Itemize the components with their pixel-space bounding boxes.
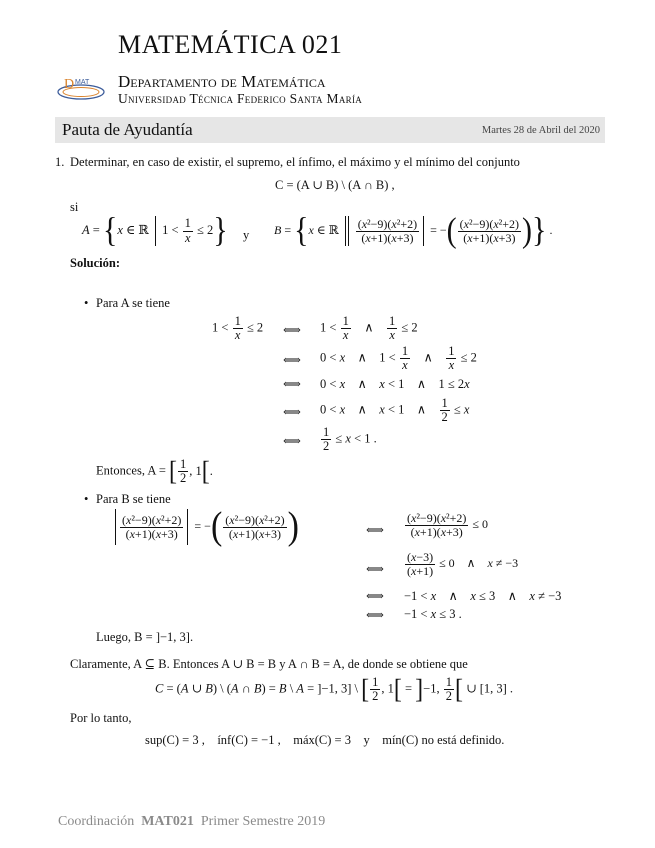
part-a-step-1-lhs: 1 < $\frac{1}{x}$ ≤ 2	[212, 314, 264, 343]
part-a-iff-5: ⟺	[283, 434, 301, 448]
final-results	[145, 733, 504, 748]
bullet-a: •	[84, 296, 89, 310]
final-min: mín(C) no está definido.	[382, 733, 505, 747]
part-b-iff-4: ⟺	[366, 608, 384, 622]
solution-label: Solución:	[70, 256, 121, 270]
section-title: Pauta de Ayudantía	[62, 120, 193, 139]
part-b-intro: Para B se tiene	[96, 492, 171, 506]
y-word: y	[243, 228, 250, 242]
part-b-step-3: −1 < x ∧ x ≤ 3 ∧ x ≠ −3	[404, 589, 562, 603]
part-b-step-1-rhs: $\frac{\text{(x²−9)(x²+2)}}{(x+1)(x+3)}$ ≤ 0	[407, 511, 488, 539]
part-a-step-1-rhs: 1 < $\frac{1}{x}$ ∧ $\frac{1}{x}$ ≤ 2	[320, 314, 418, 343]
part-a-step-5: $\frac{1}{2}$ ≤ x < 1 .	[323, 425, 377, 454]
footer-semester: Primer Semestre 2019	[200, 814, 326, 829]
part-a-intro: Para A se tiene	[96, 296, 170, 310]
final-sup: sup(C) = 3 ,	[145, 733, 205, 747]
part-a-iff-1: ⟺	[283, 323, 301, 337]
footer	[58, 814, 325, 830]
problem-number: 1.	[55, 155, 65, 169]
set-a-definition: A = {x ∈ ℝ 1 < $\frac{1}{x}$ ≤ 2}	[82, 211, 228, 250]
dmat-logo	[56, 74, 106, 104]
dmat-logo-icon	[56, 74, 106, 104]
set-c-result: C = (A ∪ B) \ (A ∩ B) = B \ A = ]−1, 3] \ [ $\frac{1}{2}$ , 1[ = ]−1, $\frac{1}{2}$ [ ∪ [1, 3] .	[155, 674, 514, 705]
bullet-b: •	[84, 492, 89, 506]
part-b-iff-3: ⟺	[366, 589, 384, 603]
course-title: MATEMÁTICA 021	[118, 30, 343, 59]
part-a-conclusion: Entonces, A = [ $\frac{1}{2}$ , 1[.	[96, 456, 213, 487]
part-a-step-4: 0 < x ∧ x < 1 ∧ $\frac{1}{2}$ ≤ x	[320, 396, 470, 425]
set-b-definition: B = {x ∈ ℝ $\frac{\text{(x²−9)(x²+2)}}{(x+1)(x+3)}$ = −( $\frac{\text{(x²−9)(x²+2)}}{(x+1)(x+3)}$ )} .	[274, 211, 553, 250]
part-a-iff-4: ⟺	[283, 405, 301, 419]
part-b-iff-2: ⟺	[366, 562, 384, 576]
si-word: si	[70, 200, 79, 214]
part-a-step-3: 0 < x ∧ x < 1 ∧ 1 ≤ 2x	[320, 377, 470, 391]
final-inf: ínf(C) = −1 ,	[217, 733, 281, 747]
svg-text:MAT: MAT	[75, 79, 90, 86]
por-lo-tanto: Por lo tanto,	[70, 711, 132, 725]
part-b-step-4: −1 < x ≤ 3 .	[404, 607, 462, 621]
footer-code: MAT021	[141, 814, 194, 829]
final-y: y	[363, 733, 370, 747]
part-b-iff-1: ⟺	[366, 523, 384, 537]
set-c-definition: C = (A ∪ B) \ (A ∩ B) ,	[275, 178, 395, 192]
part-b-step-1-lhs: $\frac{\text{(x²−9)(x²+2)}}{(x+1)(x+3)}$ = −( $\frac{\text{(x²−9)(x²+2)}}{(x+1)(x+3)}$ )	[112, 509, 299, 545]
department-name: Departamento de Matemática	[118, 72, 326, 91]
part-a-conclusion-prefix: Entonces, A =	[96, 463, 166, 478]
part-a-iff-3: ⟺	[283, 377, 301, 391]
part-b-conclusion: Luego, B = ]−1, 3].	[96, 630, 194, 644]
footer-coordination: Coordinación	[58, 814, 135, 829]
part-a-step-2: 0 < x ∧ 1 < $\frac{1}{x}$ ∧ $\frac{1}{x}$ ≤ 2	[320, 344, 477, 373]
final-max: máx(C) = 3	[293, 733, 351, 747]
svg-text:D: D	[64, 77, 75, 92]
part-a-iff-2: ⟺	[283, 353, 301, 367]
part-b-step-2: $\frac{(x-3)}{(x+1)}$ ≤ 0 ∧ x ≠ −3	[407, 550, 519, 578]
university-name: Universidad Técnica Federico Santa María	[118, 91, 363, 106]
problem-statement: Determinar, en caso de existir, el supremo, el ínfimo, el máximo y el mínimo del conjunto	[70, 155, 520, 169]
assignment-date: Martes 28 de Abril del 2020	[481, 125, 600, 136]
claramente-text: Claramente, A ⊆ B. Entonces A ∪ B = B y A ∩ B = A, de donde se obtiene que	[70, 657, 468, 671]
